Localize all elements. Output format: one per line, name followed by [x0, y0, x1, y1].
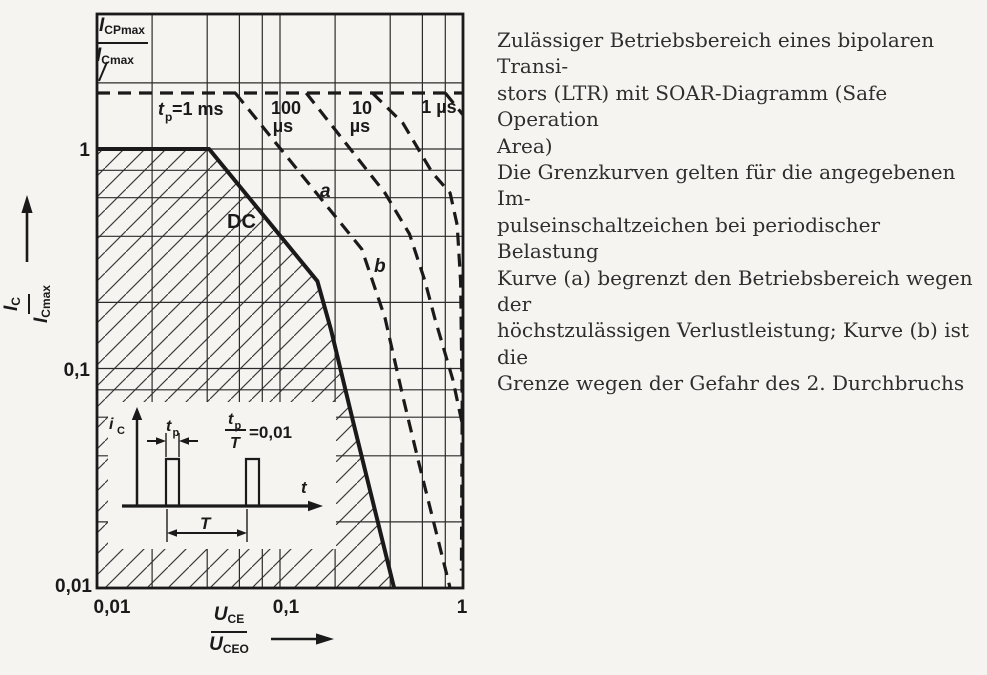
y-axis-numerator [1, 294, 30, 314]
x-axis-numerator [211, 604, 247, 633]
uceo-symbol: U [209, 634, 223, 655]
y-tick-0_1: 0,1 [63, 360, 90, 381]
uce-subscript: CE [227, 612, 245, 626]
tp-10us-line2: µs [349, 116, 371, 136]
inset-tp-sub: p [172, 427, 180, 439]
tp-1ms-var: t [158, 99, 164, 119]
x-axis-label [192, 604, 266, 660]
y-ratio-peak-label [96, 15, 148, 71]
caption-line: Die Grenzkurven gelten für die angegebenen Im- [497, 160, 956, 211]
inset-panel [108, 402, 336, 549]
uceo-subscript: CEO [222, 642, 249, 656]
curve-tp-10us [372, 93, 462, 571]
icmax-symbol: I [96, 45, 102, 66]
icpmax-subscript: CPmax [104, 23, 145, 37]
y-axis-denominator [30, 285, 57, 323]
x-tick-0_01: 0,01 [93, 597, 131, 618]
caption-line: höchstzulässigen Verlustleistung; Kurve (b) ist die [497, 318, 969, 369]
icpmax-symbol: I [99, 15, 105, 36]
soar-chart [0, 0, 490, 675]
icmax2-subscript: Cmax [39, 285, 53, 318]
caption-line: Kurve (a) begrenzt den Betriebsbereich wegen der [497, 265, 973, 317]
inset-tp-label: t [166, 418, 172, 435]
curve-dc-label: DC [227, 211, 256, 233]
ic-symbol: I [1, 305, 22, 311]
caption-line: Grenze wegen der Gefahr des 2. Durchbruchs [497, 371, 965, 396]
inset-T-label: T [200, 514, 211, 533]
ratio-num-sub: p [234, 420, 242, 432]
pulse-timing-inset [108, 402, 336, 549]
tp-1us-label: 1 µs [421, 97, 457, 117]
ratio-value: =0,01 [249, 423, 293, 442]
uce-symbol: U [213, 604, 228, 625]
ratio-den: T [230, 435, 240, 452]
tp-100us-line1: 100 [270, 98, 302, 118]
ic-subscript: C [9, 297, 23, 306]
x-axis-denominator [209, 633, 249, 660]
ratio-num: t [228, 411, 234, 428]
inset-ic-label: i [109, 416, 114, 433]
y-axis-label [1, 245, 55, 363]
y-ratio-peak-numerator [96, 15, 148, 44]
y-tick-1: 1 [79, 140, 90, 161]
x-axis-arrowhead-icon [316, 633, 334, 644]
inset-t-axis-label: t [301, 478, 307, 497]
y-axis-arrowhead-icon [21, 195, 32, 213]
tp-1ms-value: =1 ms [172, 99, 224, 119]
x-tick-0_1: 0,1 [272, 597, 300, 618]
tp-10us-line1: 10 [351, 98, 373, 118]
caption-line: pulseinschaltzeichen bei periodischer Belastung [497, 212, 881, 264]
caption-line: Area) [497, 133, 553, 158]
curve-a-label: a [320, 181, 331, 202]
y-ratio-peak-denominator [96, 44, 134, 71]
inset-ic-sub: C [117, 425, 125, 437]
x-tick-1: 1 [456, 597, 468, 618]
caption [497, 27, 983, 397]
caption-line: stors (LTR) mit SOAR-Diagramm (Safe Operation [497, 80, 888, 132]
icmax-subscript: Cmax [101, 53, 134, 67]
caption-line: Zulässiger Betriebsbereich eines bipolaren Transi- [497, 28, 935, 79]
tp-1ms-sub: p [165, 110, 173, 124]
tp-100us-line2: µs [272, 116, 294, 136]
y-tick-0_01: 0,01 [55, 576, 92, 597]
icmax2-symbol: I [31, 317, 52, 323]
curve-b-label: b [374, 256, 386, 277]
